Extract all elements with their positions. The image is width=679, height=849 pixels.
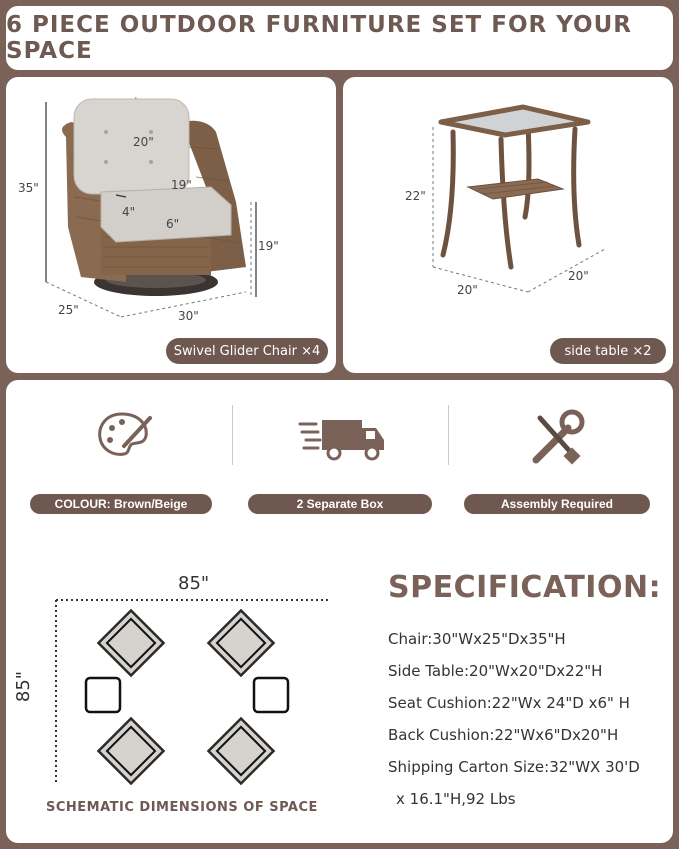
- chair-arm-dimension: 4": [122, 205, 136, 219]
- title-panel: [6, 6, 673, 70]
- chair-seat-depth-dimension: 19": [171, 178, 192, 192]
- spec-line-chair: Chair:30"Wx25"Dx35"H: [388, 630, 566, 648]
- feature-label-boxes: 2 Separate Box: [248, 494, 432, 514]
- schematic-width-label: 85": [178, 573, 210, 594]
- delivery-truck-icon: [298, 416, 388, 467]
- table-width-dimension: 20": [568, 269, 589, 283]
- feature-divider: [232, 405, 233, 465]
- chair-back-dimension: 20": [133, 135, 154, 149]
- features-specs-panel: [6, 380, 673, 843]
- schematic-diagram: [26, 560, 366, 790]
- chair-width-dimension: 30": [178, 309, 199, 323]
- feature-label-colour: COLOUR: Brown/Beige: [30, 494, 212, 514]
- page-title: 6 PIECE OUTDOOR FURNITURE SET FOR YOUR SPACE: [6, 12, 632, 64]
- feature-divider: [448, 405, 449, 465]
- chair-depth-dimension: 25": [58, 303, 79, 317]
- table-height-dimension: 22": [405, 189, 426, 203]
- side-table-illustration: [343, 77, 673, 373]
- spec-line-shipping-carton: Shipping Carton Size:32"WX 30'D: [388, 758, 640, 776]
- spec-line-side-table: Side Table:20"Wx20"Dx22"H: [388, 662, 603, 680]
- tools-icon: [526, 408, 586, 473]
- schematic-height-label: 85": [13, 670, 35, 703]
- palette-icon: [94, 410, 154, 467]
- chair-seat-dimension: 6": [166, 217, 180, 231]
- chair-height-dimension: 35": [18, 181, 39, 195]
- chair-panel: [6, 77, 336, 373]
- schematic-caption: SCHEMATIC DIMENSIONS OF SPACE: [46, 800, 318, 815]
- spec-line-seat-cushion: Seat Cushion:22"Wx 24"D x6" H: [388, 694, 630, 712]
- spec-line-back-cushion: Back Cushion:22"Wx6"Dx20"H: [388, 726, 619, 744]
- table-depth-dimension: 20": [457, 283, 478, 297]
- chair-seat-height-dimension: 19": [258, 239, 279, 253]
- spec-line-shipping-weight: x 16.1"H,92 Lbs: [396, 790, 516, 808]
- side-table-panel: [343, 77, 673, 373]
- side-table-label: side table ×2: [550, 338, 666, 364]
- specification-title: SPECIFICATION:: [388, 570, 662, 605]
- feature-label-assembly: Assembly Required: [464, 494, 650, 514]
- chair-label: Swivel Glider Chair ×4: [166, 338, 328, 364]
